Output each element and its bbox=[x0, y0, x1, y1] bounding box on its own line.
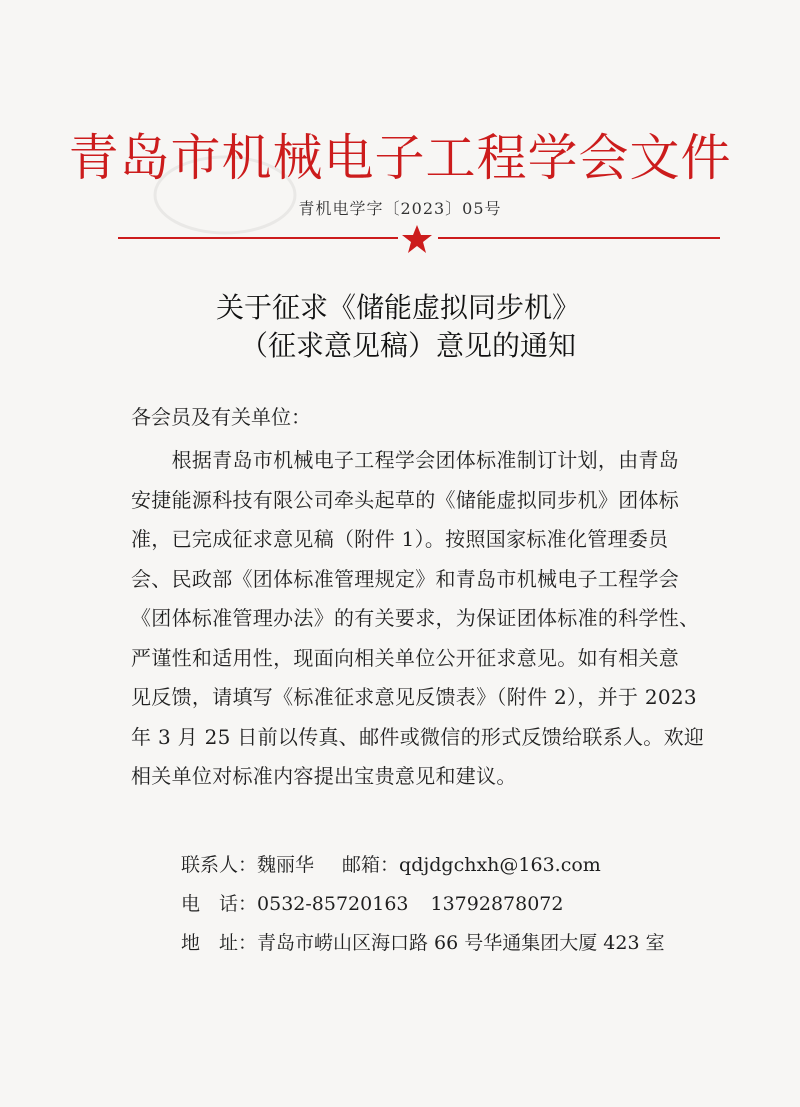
notice-body bbox=[131, 441, 705, 797]
body-line: 严谨性和适用性，现面向相关单位公开征求意见。如有相关意 bbox=[131, 645, 680, 670]
body-line: 《团体标准管理办法》的有关要求，为保证团体标准的科学性、 bbox=[131, 606, 700, 630]
salutation: 各会员及有关单位： bbox=[131, 405, 311, 429]
contact-person-name: 魏丽华 bbox=[257, 854, 315, 876]
notice-title-line-1: 关于征求《储能虚拟同步机》 bbox=[215, 291, 580, 324]
body-line: 根据青岛市机械电子工程学会团体标准制订计划，由青岛 bbox=[131, 448, 680, 472]
body-line: 会、民政部《团体标准管理规定》和青岛市机械电子工程学会 bbox=[131, 566, 680, 591]
body-line: 相关单位对标准内容提出宝贵意见和建议。 bbox=[131, 764, 517, 788]
phone-label: 电 话： bbox=[181, 893, 258, 915]
document-masthead: 青岛市机械电子工程学会文件 bbox=[68, 129, 732, 187]
contact-person-label: 联系人： bbox=[181, 854, 258, 876]
red-divider-right bbox=[438, 237, 720, 239]
body-line: 见反馈，请填写《标准征求意见反馈表》（附件 2），并于 2023 bbox=[131, 685, 697, 709]
document-number: 青机电学字〔2023〕05号 bbox=[298, 199, 502, 218]
red-divider-left bbox=[118, 237, 398, 239]
body-line: 准，已完成征求意见稿（附件 1）。按照国家标准化管理委员 bbox=[131, 527, 669, 551]
phone-mobile: 13792878072 bbox=[430, 893, 564, 915]
body-line: 安捷能源科技有限公司牵头起草的《储能虚拟同步机》团体标 bbox=[131, 487, 680, 512]
address-label: 地 址： bbox=[181, 932, 258, 954]
contact-address-row bbox=[181, 928, 665, 958]
email-label: 邮箱： bbox=[342, 854, 400, 876]
notice-title-line-2: （征求意见稿）意见的通知 bbox=[239, 329, 576, 362]
contact-person-row bbox=[181, 850, 601, 880]
star-icon bbox=[400, 224, 434, 254]
phone-landline: 0532-85720163 bbox=[257, 893, 409, 915]
email-address: qdjdgchxh@163.com bbox=[399, 854, 601, 876]
body-line: 年 3 月 25 日前以传真、邮件或微信的形式反馈给联系人。欢迎 bbox=[131, 724, 705, 749]
contact-phone-row bbox=[181, 889, 563, 919]
address-value: 青岛市崂山区海口路 66 号华通集团大厦 423 室 bbox=[257, 932, 665, 954]
